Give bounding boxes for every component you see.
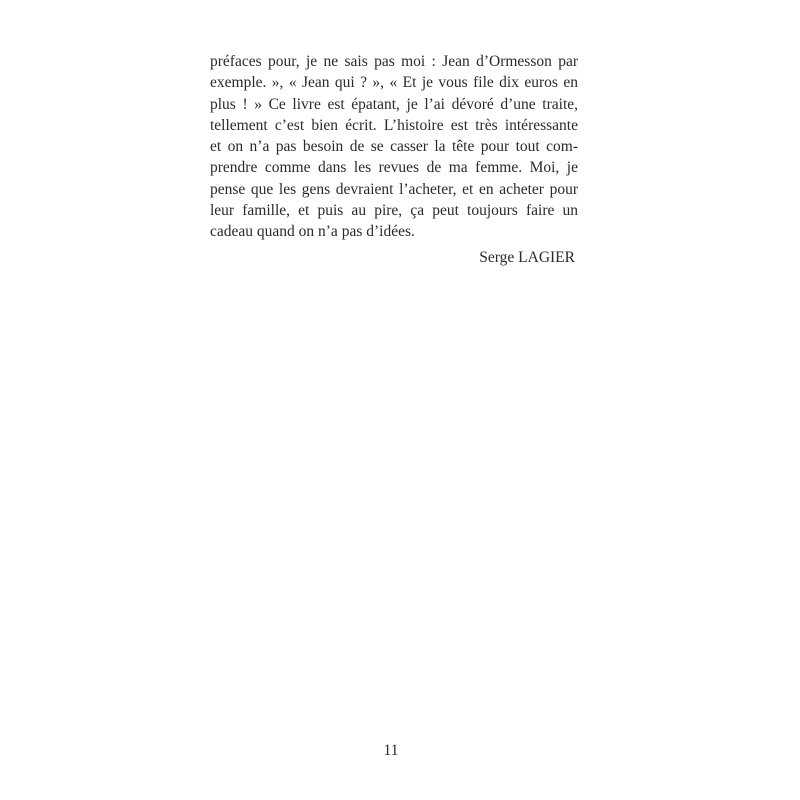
text-line: leur famille, et puis au pire, ça peut toujours faire un [210,202,578,220]
body-paragraph [210,51,578,243]
author-signature: Serge LAGIER [479,249,575,266]
text-line: exemple. », « Jean qui ? », « Et je vous file dix euros en [210,74,578,92]
text-line: prendre comme dans les revues de ma femme. Moi, je [210,159,578,177]
text-line: plus ! » Ce livre est épatant, je l’ai dévoré d’une traite, [210,95,578,113]
page-number: 11 [383,742,399,759]
text-line: tellement c’est bien écrit. L’histoire est très intéressante [210,116,578,134]
text-line: cadeau quand on n’a pas d’idées. [210,223,415,241]
text-line: préfaces pour, je ne sais pas moi : Jean d’Ormesson par [210,53,578,70]
text-line: et on n’a pas besoin de se casser la tête pour tout com- [210,138,578,156]
text-line: pense que les gens devraient l’acheter, et en acheter pour [210,180,578,198]
